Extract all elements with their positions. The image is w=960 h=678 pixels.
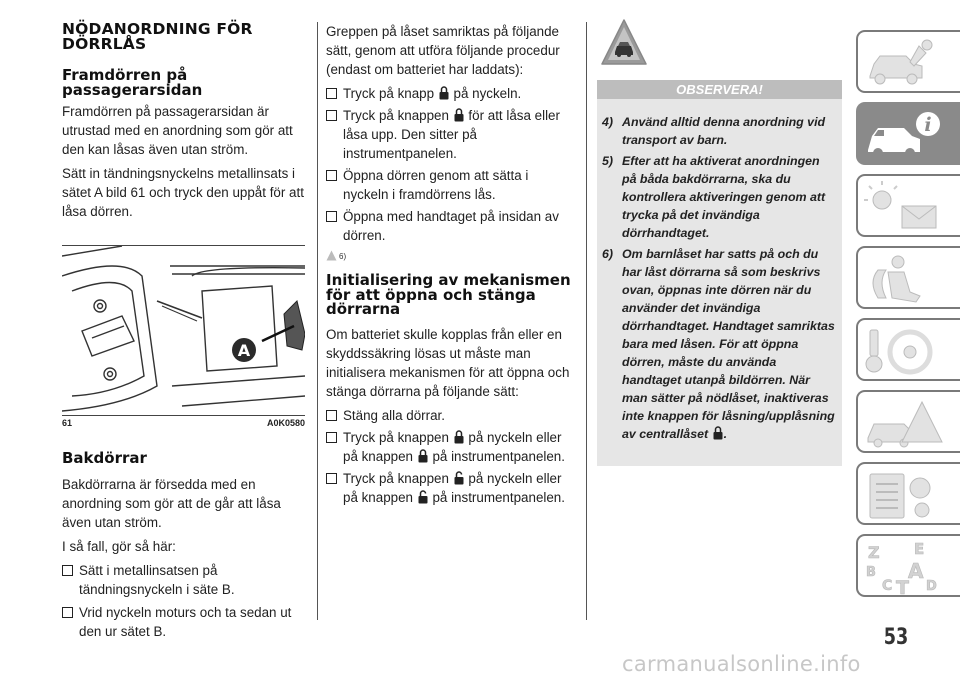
notice-item: 5) Efter att ha aktiverat anordningen på båda bakdörrarna, ska du kontrollera aktiveringen genom att trycka på det invändiga dörrhandtaget. <box>602 154 826 240</box>
door-lock-illustration <box>62 246 305 416</box>
svg-text:C: C <box>882 578 893 594</box>
warning-ref-number: 6) <box>339 252 347 261</box>
chapter-tab-car-info[interactable] <box>856 102 960 165</box>
maintenance-list-icon <box>864 468 944 523</box>
chapter-tab-lights-mail[interactable] <box>856 174 960 237</box>
column-middle <box>326 22 576 507</box>
column-divider <box>586 22 587 620</box>
notice-box <box>597 80 842 466</box>
airbag-seat-icon <box>864 252 944 307</box>
list-item: Tryck på knappen på nyckeln eller på knappen på instrumentpanelen. <box>326 428 576 466</box>
figure-caption <box>62 418 305 428</box>
lock-icon <box>454 429 464 444</box>
section-title: NÖDANORDNING FÖR DÖRRLÅS <box>62 20 253 53</box>
subsection-title-initialization: Initialisering av mekanismen för att öppna och stänga dörrarna <box>326 271 571 318</box>
key-steering-icon <box>864 324 944 379</box>
svg-text:A: A <box>908 559 924 583</box>
lights-mail-icon <box>864 180 944 235</box>
column-right <box>597 18 842 466</box>
checkbox-bullet-icon <box>326 88 337 99</box>
checkbox-bullet-icon <box>326 170 337 181</box>
car-tools-icon <box>864 36 944 91</box>
column-divider <box>317 22 318 620</box>
paragraph: Framdörren på passagerarsidan är utrustad med en anordning som gör att den kan låsas även utan ström. <box>62 104 293 157</box>
paragraph: Bakdörrarna är försedda med en anordning som gör att de går att låsa även utan ström. <box>62 476 281 530</box>
figure-number: 61 <box>62 418 73 428</box>
door-lock-figure <box>62 245 305 416</box>
column-left <box>62 22 305 641</box>
warning-reference <box>326 250 576 261</box>
svg-text:E: E <box>914 540 925 558</box>
figure-code: A0K0580 <box>266 418 305 428</box>
checkbox-bullet-icon <box>62 607 73 618</box>
lock-icon <box>439 85 449 100</box>
list-item: Sätt i metallinsatsen på tändningsnyckeln i säte B. <box>62 561 305 599</box>
svg-text:T: T <box>896 577 909 595</box>
index-letters-icon <box>864 540 944 595</box>
chapter-tab-maintenance[interactable] <box>856 462 960 525</box>
warning-triangle-icon <box>326 250 337 261</box>
watermark: carmanualsonline.info <box>622 652 861 676</box>
svg-text:B: B <box>866 565 876 580</box>
car-info-icon <box>864 108 944 163</box>
list-item: Vrid nyckeln moturs och ta sedan ut den ur sätet B. <box>62 603 305 641</box>
checkbox-bullet-icon <box>326 211 337 222</box>
notice-header: OBSERVERA! <box>597 80 842 99</box>
notice-item: 4) Använd alltid denna anordning vid transport av barn. <box>602 115 826 147</box>
list-item: Stäng alla dörrar. <box>326 406 576 425</box>
chapter-tab-car-tools[interactable] <box>856 30 960 93</box>
paragraph: Sätt in tändningsnyckelns metallinsats i sätet A bild 61 och tryck den uppåt för att låsa dörren. <box>62 166 304 219</box>
list-item: Tryck på knappen för att låsa eller låsa upp. Den sitter på instrumentpanelen. <box>326 106 576 163</box>
svg-text:Z: Z <box>868 543 880 562</box>
svg-text:i: i <box>924 114 932 136</box>
checkbox-bullet-icon <box>326 110 337 121</box>
paragraph: Om batteriet skulle kopplas från eller en skyddssäkring lösas ut måste man initialisera mekanismen för att öppna och stänga dörrarna på följande sätt: <box>326 326 570 399</box>
lock-icon <box>418 448 428 463</box>
subsection-title-rear-doors: Bakdörrar <box>62 449 147 467</box>
lock-seat-part <box>284 301 305 350</box>
page-number: 53 <box>883 625 909 650</box>
svg-text:D: D <box>926 579 937 594</box>
chapter-tab-index[interactable] <box>856 534 960 597</box>
lock-icon <box>713 425 723 440</box>
paragraph: I så fall, gör så här: <box>62 538 176 554</box>
chapter-tab-key-steering[interactable] <box>856 318 960 381</box>
checkbox-bullet-icon <box>326 410 337 421</box>
chapter-tab-emergency[interactable] <box>856 390 960 453</box>
notice-item: 6) Om barnlåset har satts på och du har låst dörrarna så som beskrivs ovan, öppnas inte dörren när du använder det invändiga dörrhandtaget. Handtaget samriktas bara med låsen. För att öppna dörren, måste du använda handtaget utanpå bildörren. När man sätter på nödlåset, inaktiveras inte knappen för låsning/upplåsning av centrallåset . <box>602 247 835 441</box>
checkbox-bullet-icon <box>326 473 337 484</box>
lock-icon <box>454 107 464 122</box>
callout-label-a: A <box>237 341 251 360</box>
list-item: Tryck på knappen på nyckeln eller på knappen på instrumentpanelen. <box>326 469 576 507</box>
unlock-icon <box>454 470 464 485</box>
list-item: Tryck på knapp på nyckeln. <box>326 84 576 103</box>
paragraph: Greppen på låset samriktas på följande sätt, genom att utföra följande procedur (endast om batteriet har laddats): <box>326 24 560 77</box>
checkbox-bullet-icon <box>326 432 337 443</box>
warning-car-icon <box>600 18 648 68</box>
subsection-title-front-door: Framdörren på passagerarsidan <box>62 66 203 99</box>
chapter-tab-airbag-seat[interactable] <box>856 246 960 309</box>
checkbox-bullet-icon <box>62 565 73 576</box>
list-item: Öppna dörren genom att sätta i nyckeln i framdörrens lås. <box>326 166 576 204</box>
list-item: Öppna med handtaget på insidan av dörren. <box>326 207 576 245</box>
unlock-icon <box>418 489 428 504</box>
emergency-car-icon <box>864 396 944 451</box>
